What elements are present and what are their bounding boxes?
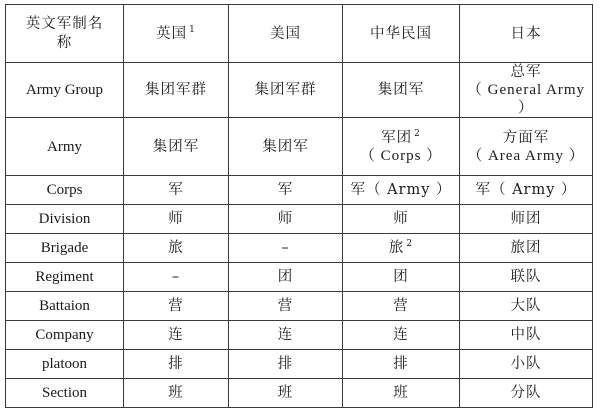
cell-uk: [124, 263, 229, 292]
cell-japan-text: 联队: [510, 269, 542, 285]
cell-us-text: 排: [277, 356, 294, 372]
cell-roc: [343, 379, 460, 408]
header-english-term: [6, 5, 124, 63]
cell-roc-text: 班: [393, 385, 409, 401]
cell-japan: [460, 63, 593, 118]
cell-uk: [124, 63, 229, 118]
cell-us: [229, 350, 343, 379]
cell-uk: [124, 292, 229, 321]
cell-roc: [343, 263, 460, 292]
table-body: [6, 63, 593, 408]
cell-roc-text: 团: [393, 269, 409, 285]
cell-roc: [343, 234, 460, 263]
cell-us-text: –: [281, 240, 290, 256]
cell-uk: [124, 118, 229, 176]
cell-english-term-text: platoon: [42, 356, 87, 372]
cell-english-term: [6, 263, 124, 292]
table-row: [6, 176, 593, 205]
cell-roc: [343, 176, 460, 205]
cell-english-term: [6, 321, 124, 350]
cell-us-text: 连: [277, 327, 294, 343]
cell-roc-text: 集团军: [377, 82, 425, 98]
cell-uk-text: 班: [168, 385, 184, 401]
table-row: [6, 118, 593, 176]
cell-us-text: 集团军群: [254, 82, 317, 98]
cell-japan-text: 分队: [510, 385, 542, 401]
cell-roc-text: 旅: [388, 240, 405, 256]
cell-japan: [460, 205, 593, 234]
cell-japan: [460, 176, 593, 205]
cell-uk-text: 营: [168, 298, 184, 314]
header-japan: [460, 5, 593, 63]
header-row: [6, 5, 593, 63]
cell-english-term: [6, 234, 124, 263]
cell-japan-text: 师团: [510, 211, 542, 227]
header-japan-text: 日本: [510, 25, 542, 42]
cell-roc: [343, 321, 460, 350]
cell-roc: [343, 205, 460, 234]
cell-us: [229, 205, 343, 234]
header-us: [229, 5, 343, 63]
cell-japan: [460, 350, 593, 379]
cell-japan-subtext: （ General Army ）: [466, 82, 586, 116]
cell-uk: [124, 205, 229, 234]
cell-english-term: [6, 176, 124, 205]
cell-roc-text: 连: [393, 327, 409, 343]
cell-english-term-text: Company: [35, 327, 94, 343]
header-english-term-text: 英文军制名称: [25, 15, 104, 51]
cell-us-text: 团: [277, 269, 294, 285]
cell-japan: [460, 321, 593, 350]
cell-english-term-text: Army Group: [25, 82, 104, 98]
cell-us-text: 军: [277, 182, 294, 198]
cell-english-term-text: Section: [42, 385, 87, 401]
cell-japan: [460, 234, 593, 263]
cell-japan: [460, 292, 593, 321]
cell-uk: [124, 176, 229, 205]
cell-japan-text: 中队: [510, 327, 542, 343]
table-row: [6, 234, 593, 263]
header-uk-footnote: 1: [189, 24, 196, 35]
cell-japan-text: 军（ Army ）: [475, 182, 577, 198]
cell-english-term: [6, 205, 124, 234]
cell-uk-text: 师: [168, 211, 184, 227]
cell-japan-text: 大队: [510, 298, 542, 314]
rank-comparison-table-wrapper: [5, 4, 593, 408]
cell-uk-text: –: [171, 269, 181, 285]
cell-english-term: [6, 118, 124, 176]
cell-japan-text: 总军: [510, 64, 542, 80]
cell-english-term: [6, 292, 124, 321]
cell-roc-text: 师: [393, 211, 409, 227]
cell-us-text: 集团军: [262, 138, 309, 155]
cell-roc-subtext: （ Corps ）: [359, 147, 443, 164]
table-row: [6, 321, 593, 350]
cell-us-text: 营: [277, 298, 294, 314]
cell-us-text: 班: [277, 385, 294, 401]
header-roc: [343, 5, 460, 63]
cell-uk: [124, 379, 229, 408]
header-us-text: 美国: [270, 25, 301, 42]
cell-uk: [124, 234, 229, 263]
cell-roc-text: 营: [393, 298, 409, 314]
cell-english-term-text: Regiment: [35, 269, 94, 285]
cell-japan-text: 方面军: [502, 129, 550, 146]
cell-roc: [343, 63, 460, 118]
table-row: [6, 263, 593, 292]
cell-japan-text: 旅团: [510, 240, 542, 256]
cell-roc-text: 排: [393, 356, 409, 372]
cell-us: [229, 263, 343, 292]
cell-us: [229, 176, 343, 205]
cell-english-term: [6, 63, 124, 118]
rank-comparison-table: [5, 4, 593, 408]
cell-uk-text: 集团军群: [145, 82, 207, 98]
cell-roc-text: 军团: [381, 129, 413, 146]
cell-roc-footnote: 2: [414, 128, 421, 139]
cell-english-term-text: Division: [38, 211, 91, 227]
header-uk-text: 英国: [156, 25, 188, 42]
cell-japan-subtext: （ Area Army ）: [467, 147, 585, 164]
cell-us: [229, 118, 343, 176]
table-row: [6, 379, 593, 408]
cell-us: [229, 63, 343, 118]
table-row: [6, 292, 593, 321]
cell-uk-text: 连: [168, 327, 184, 343]
cell-uk: [124, 350, 229, 379]
cell-japan: [460, 379, 593, 408]
cell-english-term-text: Brigade: [40, 240, 89, 256]
cell-japan: [460, 118, 593, 176]
table-row: [6, 205, 593, 234]
cell-us: [229, 379, 343, 408]
cell-uk-text: 旅: [168, 240, 184, 256]
cell-english-term-text: Battaion: [39, 298, 90, 314]
header-roc-text: 中华民国: [370, 25, 432, 42]
cell-roc-text: 军（ Army ）: [350, 182, 452, 198]
cell-us: [229, 292, 343, 321]
cell-roc: [343, 118, 460, 176]
cell-english-term-text: Corps: [46, 182, 83, 198]
cell-uk-text: 集团军: [152, 138, 200, 155]
cell-roc-footnote: 2: [406, 239, 414, 250]
cell-us-text: 师: [277, 211, 294, 227]
cell-japan-text: 小队: [510, 356, 542, 372]
cell-uk-text: 军: [168, 182, 184, 198]
cell-us: [229, 234, 343, 263]
cell-uk-text: 排: [168, 356, 184, 372]
cell-roc: [343, 350, 460, 379]
header-uk: [124, 5, 229, 63]
cell-uk: [124, 321, 229, 350]
table-row: [6, 350, 593, 379]
cell-roc: [343, 292, 460, 321]
cell-english-term-text: Army: [47, 138, 82, 155]
table-row: [6, 63, 593, 118]
cell-english-term: [6, 379, 124, 408]
cell-us: [229, 321, 343, 350]
cell-japan: [460, 263, 593, 292]
cell-english-term: [6, 350, 124, 379]
